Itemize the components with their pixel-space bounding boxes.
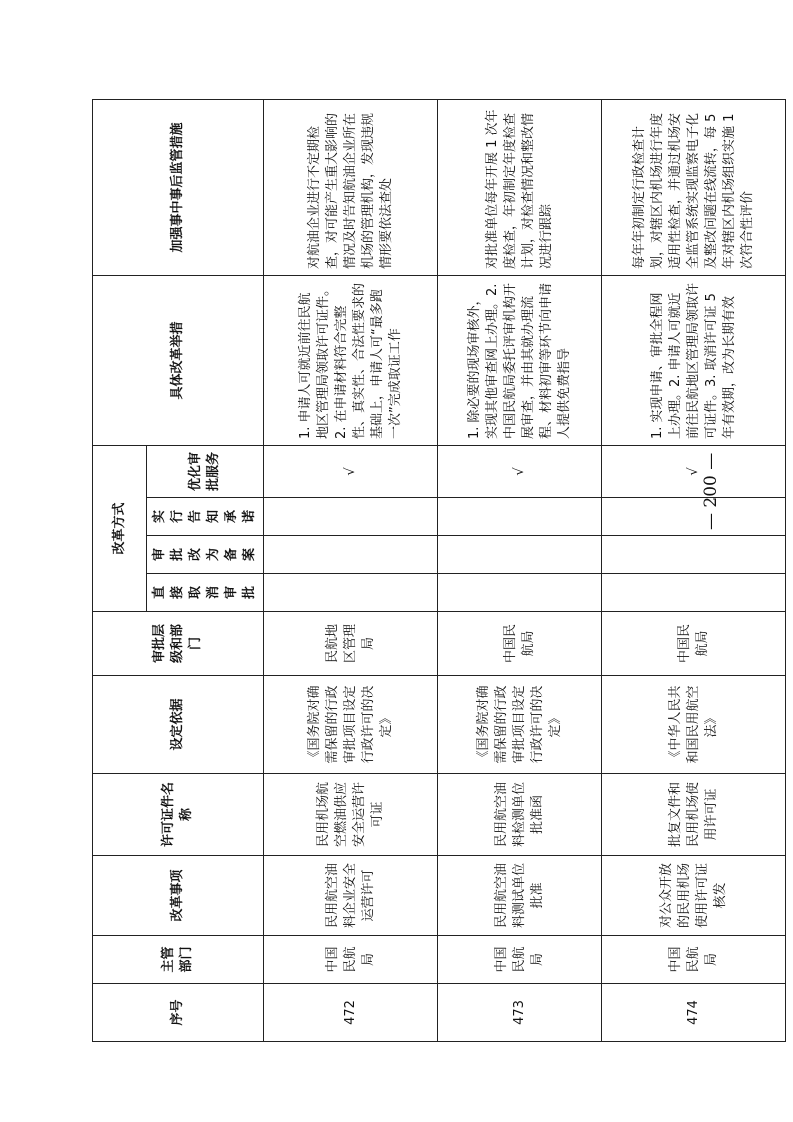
header-mode-notify: 实行告知承诺 — [147, 498, 264, 536]
cell-dept: 中国民航局 — [602, 936, 786, 984]
cell-measures: 1. 除必要的现场审核外，实现其他审查网上办理。2. 中国民航局委托评审机构开展审查，并由其就办理流程、材料初审等环节向申请人提供免费指导 — [438, 275, 602, 445]
header-item: 改革事项 — [93, 856, 264, 936]
cell-mode-notify — [438, 498, 602, 536]
cell-supervision: 对批准单位每年开展 1 次年度检查，年初制定年度检查计划，对检查情况和整改情况进行跟踪 — [438, 99, 602, 275]
header-license: 许可证件名称 — [93, 774, 264, 856]
header-row-top — [93, 99, 147, 1041]
cell-mode-record — [438, 536, 602, 574]
table-row — [602, 99, 786, 1041]
header-measures: 具体改革举措 — [93, 275, 264, 445]
cell-measures: 1. 申请人可就近前往民航地区管理局领取许可证件。2. 在申请材料符合完整性、真实性、合法性要求的基础上，申请人可“最多跑一次”完成取证工作 — [264, 275, 438, 445]
cell-seq: 472 — [264, 984, 438, 1042]
cell-basis: 《中华人民共和国民用航空法》 — [602, 676, 786, 774]
cell-dept: 中国民航局 — [264, 936, 438, 984]
cell-mode-record — [264, 536, 438, 574]
header-mode-optimize: 优化审批服务 — [147, 445, 264, 497]
cell-item: 民用航空油料企业安全运营许可 — [264, 856, 438, 936]
cell-level: 民航地区管理局 — [264, 612, 438, 676]
header-dept: 主管部门 — [93, 936, 264, 984]
cell-license: 民用机场航空燃油供应安全运营许可证 — [264, 774, 438, 856]
header-basis: 设定依据 — [93, 676, 264, 774]
cell-license: 民用航空油料检测单位批准函 — [438, 774, 602, 856]
table-row — [438, 99, 602, 1041]
rotated-table-sheet — [92, 100, 755, 1042]
cell-supervision: 每年年初制定行政检查计划，对辖区内机场进行年度适用性检查，并通过机场安全监管系统实现监察电子化及整改问题在线流转，每 5 年对辖区内机场组织实施 1 次符合性评价 — [602, 99, 786, 275]
cell-seq: 473 — [438, 984, 602, 1042]
cell-supervision: 对航油企业进行不定期检查，对可能产生重大影响的情况及时告知航油企业所在机场的管理机构，发现违规情形要依法查处 — [264, 99, 438, 275]
table-row — [264, 99, 438, 1041]
check-mark: √ — [602, 445, 786, 497]
cell-mode-cancel — [264, 574, 438, 612]
header-supervision: 加强事中事后监管措施 — [93, 99, 264, 275]
cell-mode-notify — [264, 498, 438, 536]
cell-measures: 1. 实现申请、审批全程网上办理。2. 申请人可就近前往民航地区管理局领取许可证件。3. 取消许可证 5 年有效期，改为长期有效 — [602, 275, 786, 445]
header-mode-group: 改革方式 — [93, 445, 147, 611]
cell-dept: 中国民航局 — [438, 936, 602, 984]
reform-items-table — [92, 99, 786, 1042]
check-mark: √ — [438, 445, 602, 497]
check-mark: √ — [264, 445, 438, 497]
cell-mode-cancel — [438, 574, 602, 612]
cell-license: 批复文件和民用机场使用许可证 — [602, 774, 786, 856]
cell-item: 对公众开放的民用机场使用许可证核发 — [602, 856, 786, 936]
header-level: 审批层级和部门 — [93, 612, 264, 676]
cell-mode-notify — [602, 498, 786, 536]
cell-basis: 《国务院对确需保留的行政审批项目设定行政许可的决定》 — [264, 676, 438, 774]
cell-mode-record — [602, 536, 786, 574]
cell-level: 中国民航局 — [602, 612, 786, 676]
cell-item: 民用航空油料测试单位批准 — [438, 856, 602, 936]
page-number: — 200 — — [701, 452, 721, 530]
cell-mode-cancel — [602, 574, 786, 612]
cell-basis: 《国务院对确需保留的行政审批项目设定行政许可的决定》 — [438, 676, 602, 774]
header-mode-record: 审批改为备案 — [147, 536, 264, 574]
cell-seq: 474 — [602, 984, 786, 1042]
cell-level: 中国民航局 — [438, 612, 602, 676]
header-seq: 序号 — [93, 984, 264, 1042]
header-mode-cancel: 直接取消审批 — [147, 574, 264, 612]
